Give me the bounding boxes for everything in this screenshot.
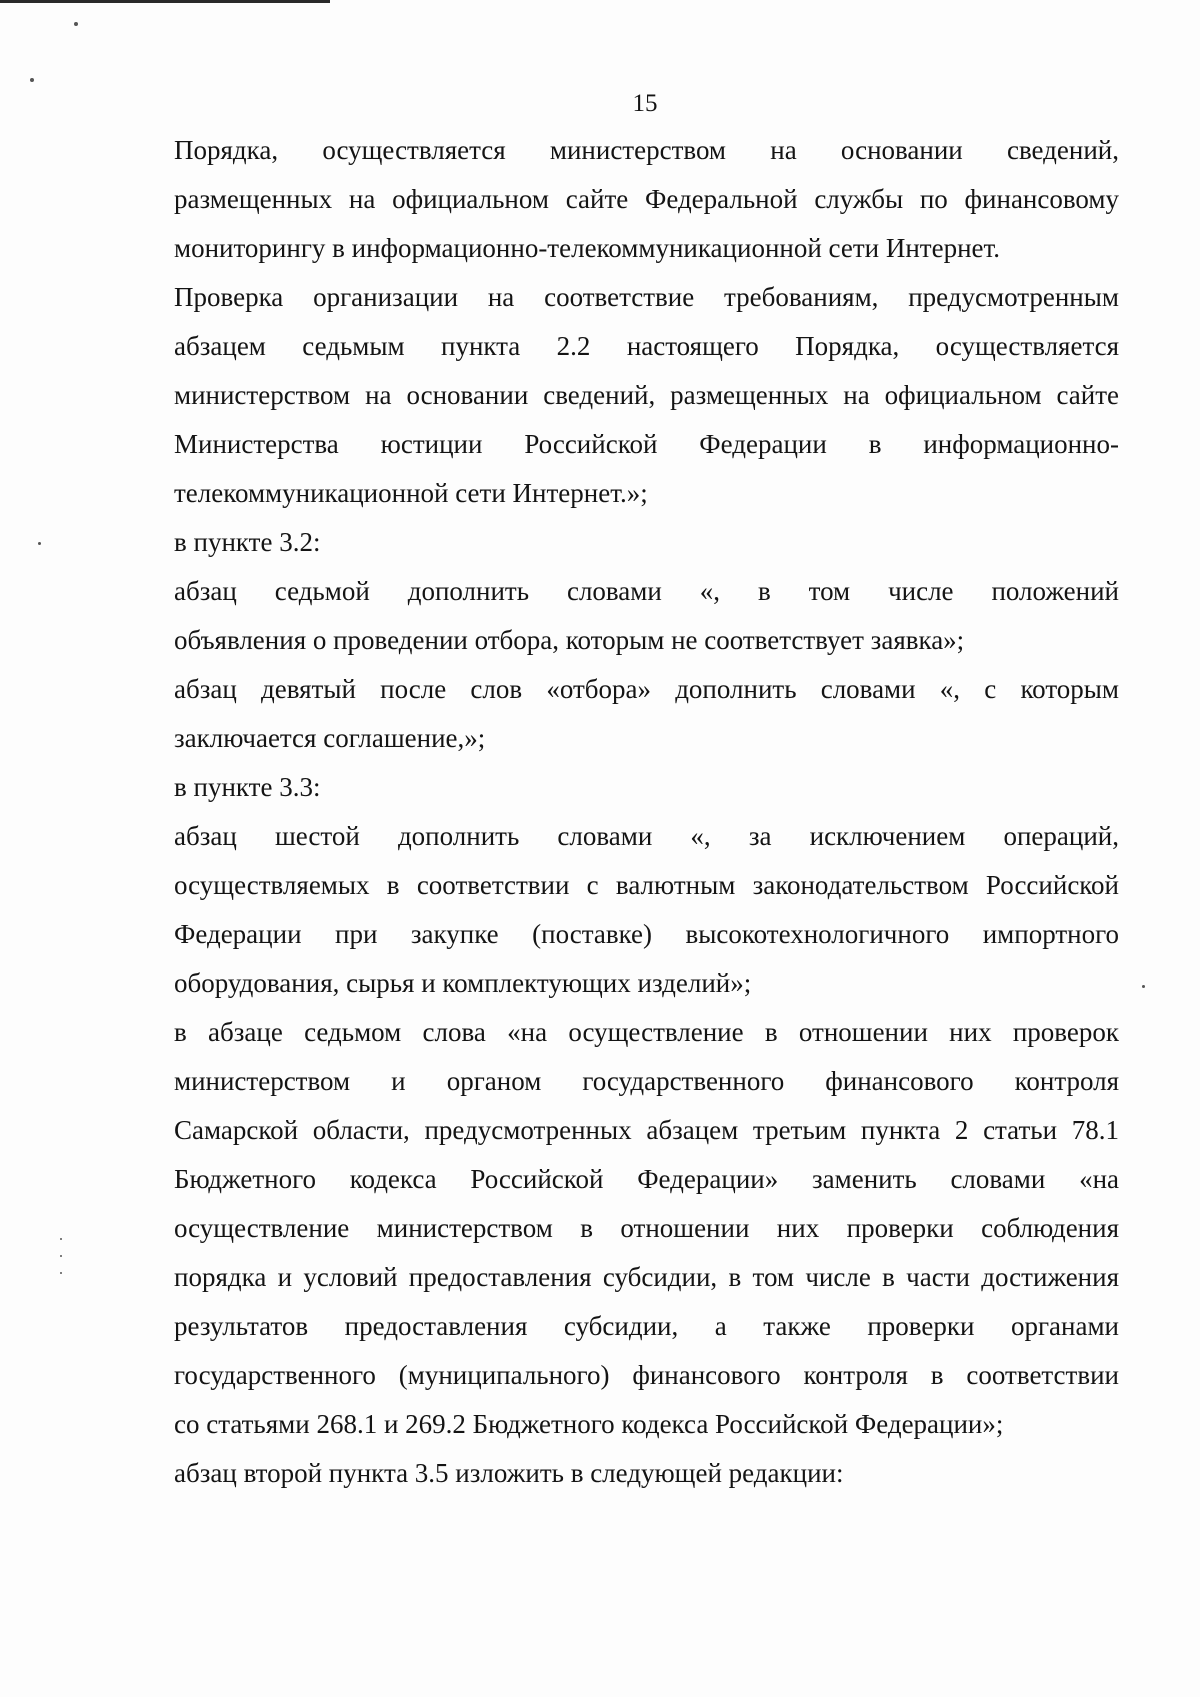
scan-speck bbox=[60, 1238, 62, 1240]
text-line: Порядка, осуществляется министерством на основании сведений, bbox=[174, 135, 1119, 165]
text-line: Бюджетного кодекса Российской Федерации» заменить словами «на bbox=[174, 1164, 1119, 1194]
text-line: мониторингу в информационно-телекоммуникационной сети Интернет. bbox=[174, 233, 1001, 263]
text-line: заключается соглашение,»; bbox=[174, 723, 486, 753]
text-line: Самарской области, предусмотренных абзацем третьим пункта 2 статьи 78.1 bbox=[174, 1115, 1119, 1145]
scan-speck bbox=[30, 78, 34, 82]
scan-speck bbox=[74, 22, 78, 26]
text-line: размещенных на официальном сайте Федеральной службы по финансовому bbox=[174, 184, 1119, 214]
scan-speck bbox=[38, 542, 41, 545]
text-line: результатов предоставления субсидии, а также проверки органами bbox=[174, 1311, 1119, 1341]
text-line: в пункте 3.3: bbox=[174, 772, 321, 802]
text-line: абзац второй пункта 3.5 изложить в следующей редакции: bbox=[174, 1458, 844, 1488]
text-line: в пункте 3.2: bbox=[174, 527, 321, 557]
text-line: со статьями 268.1 и 269.2 Бюджетного кодекса Российской Федерации»; bbox=[174, 1409, 1004, 1439]
text-line: порядка и условий предоставления субсидии, в том числе в части достижения bbox=[174, 1262, 1119, 1292]
scan-speck bbox=[1142, 985, 1145, 988]
text-line: абзац девятый после слов «отбора» дополнить словами «, с которым bbox=[174, 674, 1119, 704]
scan-speck bbox=[60, 1255, 62, 1257]
text-line: Министерства юстиции Российской Федерации в информационно- bbox=[174, 429, 1119, 459]
text-line: министерством и органом государственного финансового контроля bbox=[174, 1066, 1119, 1096]
text-line: Федерации при закупке (поставке) высокотехнологичного импортного bbox=[174, 919, 1119, 949]
text-line: абзац седьмой дополнить словами «, в том числе положений bbox=[174, 576, 1119, 606]
scan-border-mark bbox=[0, 0, 330, 3]
scan-speck bbox=[60, 1272, 62, 1274]
text-line: телекоммуникационной сети Интернет.»; bbox=[174, 478, 648, 508]
text-line: оборудования, сырья и комплектующих изделий»; bbox=[174, 968, 752, 998]
text-line: осуществляемых в соответствии с валютным законодательством Российской bbox=[174, 870, 1119, 900]
text-line: объявления о проведении отбора, которым не соответствует заявка»; bbox=[174, 625, 965, 655]
text-line: осуществление министерством в отношении них проверки соблюдения bbox=[174, 1213, 1119, 1243]
text-line: абзац шестой дополнить словами «, за исключением операций, bbox=[174, 821, 1119, 851]
document-body bbox=[174, 126, 1119, 1498]
page-number: 15 bbox=[632, 90, 658, 117]
text-line: абзацем седьмым пункта 2.2 настоящего Порядка, осуществляется bbox=[174, 331, 1119, 361]
text-line: Проверка организации на соответствие требованиям, предусмотренным bbox=[174, 282, 1119, 312]
text-line: министерством на основании сведений, размещенных на официальном сайте bbox=[174, 380, 1119, 410]
text-line: государственного (муниципального) финансового контроля в соответствии bbox=[174, 1360, 1119, 1390]
text-line: в абзаце седьмом слова «на осуществление в отношении них проверок bbox=[174, 1017, 1119, 1047]
